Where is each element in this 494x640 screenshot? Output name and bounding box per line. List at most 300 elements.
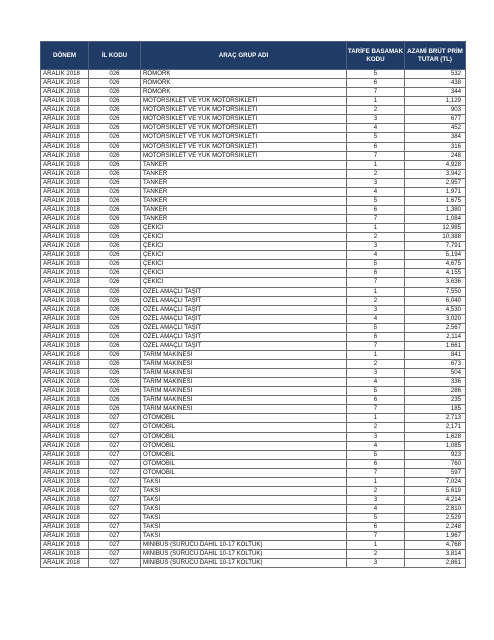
cell-tarife-basamak-kodu: 4 <box>347 124 405 133</box>
cell-tarife-basamak-kodu: 2 <box>347 233 405 242</box>
cell-il-kodu: 026 <box>89 332 141 341</box>
cell-arac-grup-adi: MOTORSİKLET VE YÜK MOTORSİKLETİ <box>141 115 347 124</box>
cell-il-kodu: 026 <box>89 70 141 79</box>
cell-donem: ARALIK 2018 <box>41 414 89 423</box>
table-row <box>41 242 466 251</box>
table-row <box>41 450 466 459</box>
cell-azami-brut-prim-tutar: 3,020 <box>405 314 466 323</box>
cell-azami-brut-prim-tutar: 12,985 <box>405 224 466 233</box>
cell-tarife-basamak-kodu: 6 <box>347 459 405 468</box>
cell-il-kodu: 026 <box>89 251 141 260</box>
cell-il-kodu: 026 <box>89 151 141 160</box>
cell-arac-grup-adi: TARIM MAKİNESİ <box>141 350 347 359</box>
cell-arac-grup-adi: MOTORSİKLET VE YÜK MOTORSİKLETİ <box>141 124 347 133</box>
table-row <box>41 196 466 205</box>
cell-arac-grup-adi: TANKER <box>141 160 347 169</box>
cell-arac-grup-adi: OTOMOBİL <box>141 468 347 477</box>
table-row <box>41 360 466 369</box>
table-row <box>41 541 466 550</box>
cell-tarife-basamak-kodu: 5 <box>347 514 405 523</box>
cell-donem: ARALIK 2018 <box>41 287 89 296</box>
table-row <box>41 341 466 350</box>
cell-azami-brut-prim-tutar: 2,529 <box>405 514 466 523</box>
cell-tarife-basamak-kodu: 5 <box>347 387 405 396</box>
cell-azami-brut-prim-tutar: 1,967 <box>405 532 466 541</box>
cell-arac-grup-adi: TAKSİ <box>141 495 347 504</box>
cell-arac-grup-adi: MİNİBÜS (SÜRÜCÜ DAHİL 10-17 KOLTUK) <box>141 541 347 550</box>
cell-arac-grup-adi: MOTORSİKLET VE YÜK MOTORSİKLETİ <box>141 142 347 151</box>
cell-azami-brut-prim-tutar: 677 <box>405 115 466 124</box>
table-row <box>41 106 466 115</box>
cell-arac-grup-adi: TAKSİ <box>141 514 347 523</box>
cell-azami-brut-prim-tutar: 7,791 <box>405 242 466 251</box>
cell-arac-grup-adi: TARIM MAKİNESİ <box>141 369 347 378</box>
cell-tarife-basamak-kodu: 7 <box>347 151 405 160</box>
table-row <box>41 514 466 523</box>
cell-donem: ARALIK 2018 <box>41 178 89 187</box>
cell-tarife-basamak-kodu: 5 <box>347 70 405 79</box>
cell-azami-brut-prim-tutar: 2,861 <box>405 559 466 568</box>
table-row <box>41 369 466 378</box>
cell-donem: ARALIK 2018 <box>41 323 89 332</box>
header-azami-brut-prim-tutar: AZAMİ BRÜT PRİM TUTAR (TL) <box>405 42 466 70</box>
cell-arac-grup-adi: TARIM MAKİNESİ <box>141 405 347 414</box>
cell-azami-brut-prim-tutar: 1,129 <box>405 97 466 106</box>
cell-il-kodu: 026 <box>89 387 141 396</box>
cell-donem: ARALIK 2018 <box>41 369 89 378</box>
cell-il-kodu: 027 <box>89 459 141 468</box>
cell-donem: ARALIK 2018 <box>41 523 89 532</box>
cell-il-kodu: 027 <box>89 450 141 459</box>
cell-il-kodu: 027 <box>89 514 141 523</box>
cell-donem: ARALIK 2018 <box>41 341 89 350</box>
cell-azami-brut-prim-tutar: 248 <box>405 151 466 160</box>
header-arac-grup-adi: ARAÇ GRUP ADI <box>141 42 347 70</box>
cell-arac-grup-adi: ÖZEL AMAÇLI TAŞIT <box>141 332 347 341</box>
cell-tarife-basamak-kodu: 3 <box>347 178 405 187</box>
cell-donem: ARALIK 2018 <box>41 296 89 305</box>
cell-azami-brut-prim-tutar: 532 <box>405 70 466 79</box>
table-row <box>41 378 466 387</box>
cell-tarife-basamak-kodu: 1 <box>347 477 405 486</box>
cell-tarife-basamak-kodu: 6 <box>347 205 405 214</box>
cell-il-kodu: 027 <box>89 477 141 486</box>
cell-azami-brut-prim-tutar: 4,928 <box>405 160 466 169</box>
cell-arac-grup-adi: ÇEKİCİ <box>141 269 347 278</box>
cell-arac-grup-adi: OTOMOBİL <box>141 432 347 441</box>
cell-azami-brut-prim-tutar: 1,084 <box>405 215 466 224</box>
cell-donem: ARALIK 2018 <box>41 396 89 405</box>
cell-donem: ARALIK 2018 <box>41 215 89 224</box>
cell-il-kodu: 026 <box>89 242 141 251</box>
cell-donem: ARALIK 2018 <box>41 242 89 251</box>
cell-donem: ARALIK 2018 <box>41 360 89 369</box>
cell-il-kodu: 026 <box>89 341 141 350</box>
cell-azami-brut-prim-tutar: 4,530 <box>405 305 466 314</box>
cell-donem: ARALIK 2018 <box>41 405 89 414</box>
cell-azami-brut-prim-tutar: 7,550 <box>405 287 466 296</box>
cell-il-kodu: 027 <box>89 559 141 568</box>
table-row <box>41 79 466 88</box>
cell-tarife-basamak-kodu: 2 <box>347 296 405 305</box>
cell-tarife-basamak-kodu: 1 <box>347 350 405 359</box>
cell-arac-grup-adi: ÇEKİCİ <box>141 242 347 251</box>
cell-tarife-basamak-kodu: 6 <box>347 523 405 532</box>
table-row <box>41 142 466 151</box>
cell-arac-grup-adi: TANKER <box>141 178 347 187</box>
cell-donem: ARALIK 2018 <box>41 106 89 115</box>
cell-il-kodu: 026 <box>89 187 141 196</box>
table-row <box>41 314 466 323</box>
table-row <box>41 124 466 133</box>
cell-donem: ARALIK 2018 <box>41 450 89 459</box>
header-tarife-basamak-kodu: TARİFE BASAMAK KODU <box>347 42 405 70</box>
cell-arac-grup-adi: ÇEKİCİ <box>141 224 347 233</box>
cell-il-kodu: 027 <box>89 550 141 559</box>
cell-arac-grup-adi: TAKSİ <box>141 486 347 495</box>
cell-il-kodu: 026 <box>89 369 141 378</box>
cell-azami-brut-prim-tutar: 903 <box>405 106 466 115</box>
cell-arac-grup-adi: TARIM MAKİNESİ <box>141 360 347 369</box>
cell-il-kodu: 026 <box>89 115 141 124</box>
cell-tarife-basamak-kodu: 7 <box>347 278 405 287</box>
cell-azami-brut-prim-tutar: 1,661 <box>405 341 466 350</box>
cell-il-kodu: 026 <box>89 233 141 242</box>
cell-il-kodu: 026 <box>89 405 141 414</box>
table-row <box>41 251 466 260</box>
table-row <box>41 187 466 196</box>
table-row <box>41 477 466 486</box>
cell-tarife-basamak-kodu: 4 <box>347 378 405 387</box>
cell-tarife-basamak-kodu: 7 <box>347 215 405 224</box>
cell-donem: ARALIK 2018 <box>41 260 89 269</box>
cell-arac-grup-adi: ÇEKİCİ <box>141 233 347 242</box>
cell-tarife-basamak-kodu: 1 <box>347 224 405 233</box>
table-row <box>41 414 466 423</box>
table-row <box>41 532 466 541</box>
cell-donem: ARALIK 2018 <box>41 169 89 178</box>
cell-tarife-basamak-kodu: 5 <box>347 260 405 269</box>
cell-tarife-basamak-kodu: 3 <box>347 432 405 441</box>
cell-il-kodu: 026 <box>89 88 141 97</box>
cell-il-kodu: 026 <box>89 378 141 387</box>
cell-arac-grup-adi: OTOMOBİL <box>141 441 347 450</box>
table-row <box>41 559 466 568</box>
cell-tarife-basamak-kodu: 3 <box>347 559 405 568</box>
table-row <box>41 233 466 242</box>
cell-il-kodu: 026 <box>89 314 141 323</box>
cell-tarife-basamak-kodu: 1 <box>347 541 405 550</box>
cell-il-kodu: 026 <box>89 178 141 187</box>
cell-donem: ARALIK 2018 <box>41 187 89 196</box>
cell-arac-grup-adi: ÖZEL AMAÇLI TAŞIT <box>141 296 347 305</box>
tariff-table-container <box>40 41 465 568</box>
cell-tarife-basamak-kodu: 5 <box>347 323 405 332</box>
table-row <box>41 260 466 269</box>
table-body <box>41 70 466 568</box>
cell-arac-grup-adi: TANKER <box>141 187 347 196</box>
cell-donem: ARALIK 2018 <box>41 486 89 495</box>
cell-arac-grup-adi: ÖZEL AMAÇLI TAŞIT <box>141 314 347 323</box>
table-header <box>41 42 466 70</box>
cell-il-kodu: 027 <box>89 541 141 550</box>
header-row <box>41 42 466 70</box>
cell-donem: ARALIK 2018 <box>41 278 89 287</box>
cell-donem: ARALIK 2018 <box>41 70 89 79</box>
cell-arac-grup-adi: RÖMORK <box>141 79 347 88</box>
cell-azami-brut-prim-tutar: 673 <box>405 360 466 369</box>
cell-donem: ARALIK 2018 <box>41 514 89 523</box>
cell-tarife-basamak-kodu: 1 <box>347 414 405 423</box>
cell-il-kodu: 027 <box>89 505 141 514</box>
cell-tarife-basamak-kodu: 4 <box>347 314 405 323</box>
cell-il-kodu: 026 <box>89 278 141 287</box>
cell-donem: ARALIK 2018 <box>41 332 89 341</box>
table-row <box>41 224 466 233</box>
table-row <box>41 205 466 214</box>
cell-donem: ARALIK 2018 <box>41 79 89 88</box>
cell-azami-brut-prim-tutar: 504 <box>405 369 466 378</box>
table-row <box>41 332 466 341</box>
cell-donem: ARALIK 2018 <box>41 432 89 441</box>
cell-il-kodu: 026 <box>89 305 141 314</box>
cell-azami-brut-prim-tutar: 7,024 <box>405 477 466 486</box>
cell-donem: ARALIK 2018 <box>41 251 89 260</box>
cell-arac-grup-adi: TAKSİ <box>141 477 347 486</box>
cell-il-kodu: 026 <box>89 350 141 359</box>
cell-donem: ARALIK 2018 <box>41 205 89 214</box>
cell-il-kodu: 026 <box>89 79 141 88</box>
cell-tarife-basamak-kodu: 2 <box>347 169 405 178</box>
cell-tarife-basamak-kodu: 7 <box>347 532 405 541</box>
table-row <box>41 296 466 305</box>
table-row <box>41 486 466 495</box>
cell-arac-grup-adi: TANKER <box>141 205 347 214</box>
cell-il-kodu: 027 <box>89 495 141 504</box>
cell-tarife-basamak-kodu: 2 <box>347 486 405 495</box>
table-row <box>41 459 466 468</box>
cell-arac-grup-adi: MOTORSİKLET VE YÜK MOTORSİKLETİ <box>141 106 347 115</box>
cell-arac-grup-adi: TAKSİ <box>141 523 347 532</box>
cell-donem: ARALIK 2018 <box>41 88 89 97</box>
cell-il-kodu: 026 <box>89 396 141 405</box>
cell-il-kodu: 026 <box>89 142 141 151</box>
cell-donem: ARALIK 2018 <box>41 196 89 205</box>
cell-donem: ARALIK 2018 <box>41 115 89 124</box>
cell-arac-grup-adi: ÖZEL AMAÇLI TAŞIT <box>141 287 347 296</box>
table-row <box>41 287 466 296</box>
cell-tarife-basamak-kodu: 5 <box>347 196 405 205</box>
cell-il-kodu: 026 <box>89 269 141 278</box>
cell-il-kodu: 027 <box>89 523 141 532</box>
cell-tarife-basamak-kodu: 3 <box>347 115 405 124</box>
cell-arac-grup-adi: ÇEKİCİ <box>141 278 347 287</box>
cell-il-kodu: 026 <box>89 169 141 178</box>
table-row <box>41 495 466 504</box>
cell-azami-brut-prim-tutar: 185 <box>405 405 466 414</box>
cell-il-kodu: 027 <box>89 423 141 432</box>
cell-azami-brut-prim-tutar: 286 <box>405 387 466 396</box>
cell-arac-grup-adi: ÖZEL AMAÇLI TAŞIT <box>141 305 347 314</box>
cell-il-kodu: 027 <box>89 532 141 541</box>
cell-donem: ARALIK 2018 <box>41 387 89 396</box>
cell-donem: ARALIK 2018 <box>41 505 89 514</box>
cell-arac-grup-adi: TANKER <box>141 215 347 224</box>
table-row <box>41 323 466 332</box>
cell-donem: ARALIK 2018 <box>41 314 89 323</box>
cell-donem: ARALIK 2018 <box>41 477 89 486</box>
cell-donem: ARALIK 2018 <box>41 350 89 359</box>
cell-donem: ARALIK 2018 <box>41 423 89 432</box>
cell-tarife-basamak-kodu: 1 <box>347 287 405 296</box>
cell-tarife-basamak-kodu: 6 <box>347 142 405 151</box>
cell-il-kodu: 026 <box>89 287 141 296</box>
table-row <box>41 505 466 514</box>
cell-il-kodu: 026 <box>89 133 141 142</box>
table-row <box>41 115 466 124</box>
header-il-kodu: İL KODU <box>89 42 141 70</box>
table-row <box>41 350 466 359</box>
table-row <box>41 305 466 314</box>
cell-azami-brut-prim-tutar: 3,814 <box>405 550 466 559</box>
table-row <box>41 405 466 414</box>
cell-arac-grup-adi: MOTORSİKLET VE YÜK MOTORSİKLETİ <box>141 133 347 142</box>
cell-donem: ARALIK 2018 <box>41 550 89 559</box>
cell-azami-brut-prim-tutar: 2,114 <box>405 332 466 341</box>
cell-donem: ARALIK 2018 <box>41 233 89 242</box>
cell-arac-grup-adi: TARIM MAKİNESİ <box>141 387 347 396</box>
cell-il-kodu: 026 <box>89 260 141 269</box>
cell-azami-brut-prim-tutar: 760 <box>405 459 466 468</box>
cell-arac-grup-adi: TARIM MAKİNESİ <box>141 396 347 405</box>
cell-arac-grup-adi: TANKER <box>141 169 347 178</box>
table-row <box>41 97 466 106</box>
table-row <box>41 151 466 160</box>
cell-tarife-basamak-kodu: 3 <box>347 242 405 251</box>
table-row <box>41 278 466 287</box>
cell-tarife-basamak-kodu: 2 <box>347 360 405 369</box>
cell-azami-brut-prim-tutar: 3,636 <box>405 278 466 287</box>
cell-il-kodu: 027 <box>89 441 141 450</box>
cell-arac-grup-adi: MOTORSİKLET VE YÜK MOTORSİKLETİ <box>141 97 347 106</box>
cell-tarife-basamak-kodu: 6 <box>347 269 405 278</box>
cell-il-kodu: 026 <box>89 124 141 133</box>
cell-donem: ARALIK 2018 <box>41 468 89 477</box>
cell-azami-brut-prim-tutar: 2,248 <box>405 523 466 532</box>
cell-il-kodu: 026 <box>89 196 141 205</box>
cell-tarife-basamak-kodu: 7 <box>347 88 405 97</box>
cell-donem: ARALIK 2018 <box>41 495 89 504</box>
tariff-table <box>40 41 466 568</box>
cell-azami-brut-prim-tutar: 4,155 <box>405 269 466 278</box>
cell-azami-brut-prim-tutar: 1,971 <box>405 187 466 196</box>
cell-arac-grup-adi: RÖMORK <box>141 88 347 97</box>
cell-il-kodu: 027 <box>89 414 141 423</box>
table-row <box>41 88 466 97</box>
cell-tarife-basamak-kodu: 1 <box>347 160 405 169</box>
table-row <box>41 133 466 142</box>
cell-donem: ARALIK 2018 <box>41 559 89 568</box>
cell-tarife-basamak-kodu: 7 <box>347 405 405 414</box>
table-row <box>41 423 466 432</box>
cell-arac-grup-adi: OTOMOBİL <box>141 450 347 459</box>
cell-azami-brut-prim-tutar: 4,768 <box>405 541 466 550</box>
cell-il-kodu: 026 <box>89 296 141 305</box>
cell-arac-grup-adi: TANKER <box>141 196 347 205</box>
cell-arac-grup-adi: ÇEKİCİ <box>141 260 347 269</box>
cell-tarife-basamak-kodu: 4 <box>347 187 405 196</box>
cell-il-kodu: 027 <box>89 486 141 495</box>
cell-arac-grup-adi: MOTORSİKLET VE YÜK MOTORSİKLETİ <box>141 151 347 160</box>
cell-il-kodu: 026 <box>89 360 141 369</box>
header-donem: DÖNEM <box>41 42 89 70</box>
cell-azami-brut-prim-tutar: 597 <box>405 468 466 477</box>
cell-il-kodu: 026 <box>89 205 141 214</box>
cell-donem: ARALIK 2018 <box>41 151 89 160</box>
cell-azami-brut-prim-tutar: 2,567 <box>405 323 466 332</box>
cell-azami-brut-prim-tutar: 316 <box>405 142 466 151</box>
cell-tarife-basamak-kodu: 6 <box>347 332 405 341</box>
cell-tarife-basamak-kodu: 2 <box>347 423 405 432</box>
cell-tarife-basamak-kodu: 3 <box>347 495 405 504</box>
cell-azami-brut-prim-tutar: 1,085 <box>405 441 466 450</box>
cell-tarife-basamak-kodu: 4 <box>347 441 405 450</box>
cell-il-kodu: 026 <box>89 323 141 332</box>
cell-il-kodu: 026 <box>89 106 141 115</box>
cell-donem: ARALIK 2018 <box>41 133 89 142</box>
cell-arac-grup-adi: ÖZEL AMAÇLI TAŞIT <box>141 341 347 350</box>
cell-tarife-basamak-kodu: 6 <box>347 396 405 405</box>
cell-arac-grup-adi: ÇEKİCİ <box>141 251 347 260</box>
cell-donem: ARALIK 2018 <box>41 142 89 151</box>
table-row <box>41 396 466 405</box>
cell-donem: ARALIK 2018 <box>41 124 89 133</box>
cell-donem: ARALIK 2018 <box>41 441 89 450</box>
cell-azami-brut-prim-tutar: 235 <box>405 396 466 405</box>
cell-donem: ARALIK 2018 <box>41 224 89 233</box>
cell-arac-grup-adi: MİNİBÜS (SÜRÜCÜ DAHİL 10-17 KOLTUK) <box>141 559 347 568</box>
cell-il-kodu: 027 <box>89 468 141 477</box>
cell-arac-grup-adi: TAKSİ <box>141 505 347 514</box>
cell-azami-brut-prim-tutar: 2,713 <box>405 414 466 423</box>
table-row <box>41 70 466 79</box>
table-row <box>41 269 466 278</box>
cell-donem: ARALIK 2018 <box>41 541 89 550</box>
cell-azami-brut-prim-tutar: 2,957 <box>405 178 466 187</box>
table-row <box>41 160 466 169</box>
cell-tarife-basamak-kodu: 2 <box>347 550 405 559</box>
cell-il-kodu: 026 <box>89 224 141 233</box>
cell-donem: ARALIK 2018 <box>41 160 89 169</box>
table-row <box>41 468 466 477</box>
cell-tarife-basamak-kodu: 4 <box>347 251 405 260</box>
cell-azami-brut-prim-tutar: 3,942 <box>405 169 466 178</box>
cell-donem: ARALIK 2018 <box>41 269 89 278</box>
cell-arac-grup-adi: TAKSİ <box>141 532 347 541</box>
cell-donem: ARALIK 2018 <box>41 305 89 314</box>
table-row <box>41 387 466 396</box>
cell-azami-brut-prim-tutar: 1,675 <box>405 196 466 205</box>
cell-azami-brut-prim-tutar: 344 <box>405 88 466 97</box>
cell-azami-brut-prim-tutar: 841 <box>405 350 466 359</box>
table-row <box>41 432 466 441</box>
cell-azami-brut-prim-tutar: 1,380 <box>405 205 466 214</box>
cell-azami-brut-prim-tutar: 4,675 <box>405 260 466 269</box>
cell-donem: ARALIK 2018 <box>41 378 89 387</box>
cell-tarife-basamak-kodu: 1 <box>347 97 405 106</box>
cell-azami-brut-prim-tutar: 2,810 <box>405 505 466 514</box>
cell-il-kodu: 026 <box>89 215 141 224</box>
